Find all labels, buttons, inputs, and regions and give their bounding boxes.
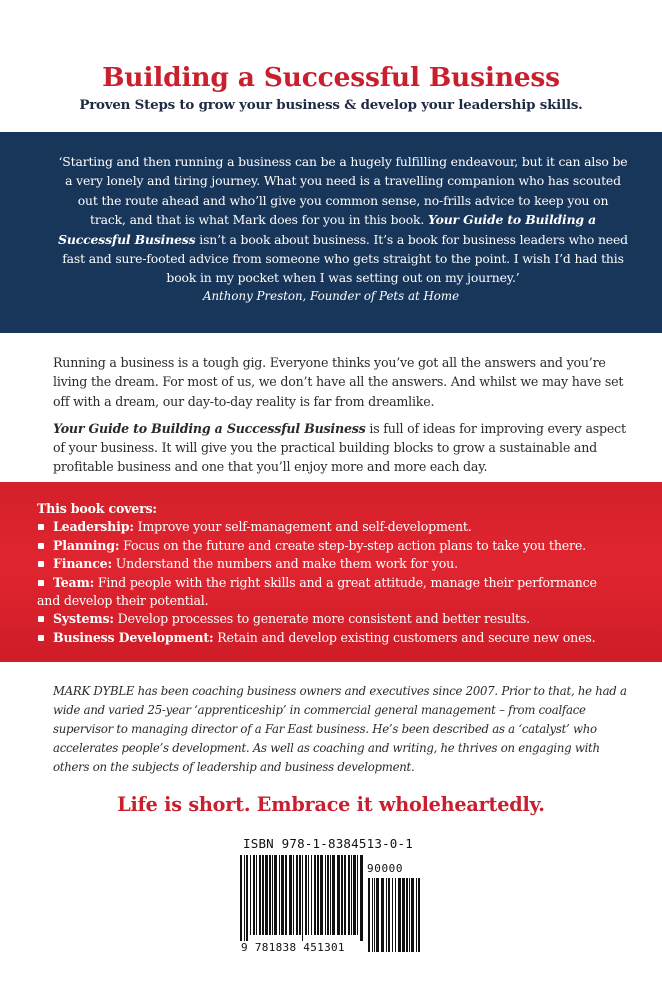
barcode-bar	[406, 878, 408, 952]
intro-text	[53, 353, 627, 485]
barcode-bar	[325, 855, 326, 935]
barcode-bar	[285, 855, 287, 935]
covers-item-team-continuation: and develop their potential.	[37, 593, 209, 609]
barcode-bar	[388, 878, 390, 952]
covers-items	[37, 518, 637, 647]
barcode-bar	[314, 855, 316, 935]
barcode-bar	[279, 855, 280, 935]
quote-part-2: isn’t a book about business. It’s a book for business leaders who need fast and sure-footed advice from someone who gets straight to the point. I wish I’d had this book in my pocket when I was setting out on my journey.’	[62, 231, 628, 286]
barcode-bar	[272, 855, 273, 935]
barcode-bar	[308, 855, 309, 935]
barcode-bar	[332, 855, 335, 935]
barcode-bar	[244, 855, 245, 941]
barcode-bar	[368, 878, 370, 952]
barcode-bar	[253, 855, 255, 935]
barcode-bar	[281, 855, 284, 935]
covers-term: Leadership:	[53, 519, 134, 535]
barcode-bar	[376, 878, 379, 952]
intro-paragraph-1: Running a business is a tough gig. Everyone thinks you’ve got all the answers and you’re living the dream. For most of us, we don’t have all the answers. And whilst we may have set off with a dream, our day-to-day reality is far from dreamlike.	[53, 355, 624, 409]
price-code-label: 90000	[367, 862, 404, 875]
covers-item-leadership	[37, 518, 637, 536]
barcode-bar	[409, 878, 410, 952]
barcode-bar	[299, 855, 301, 935]
book-title: Building a Successful Business	[102, 62, 560, 93]
covers-desc: Retain and develop existing customers and secure new ones.	[213, 629, 596, 645]
barcode-bar	[372, 878, 373, 952]
price-addon-barcode	[368, 878, 422, 958]
barcode-bar	[262, 855, 264, 935]
barcode-bar	[411, 878, 414, 952]
testimonial-quote	[58, 152, 628, 288]
covers-item-planning	[37, 537, 637, 555]
covers-item-finance	[37, 555, 637, 573]
barcode-bar	[395, 878, 396, 952]
barcode-bar	[386, 878, 387, 952]
covers-term: Team:	[53, 574, 95, 590]
barcode-bar	[374, 878, 375, 952]
covers-desc: Improve your self-management and self-development.	[133, 519, 472, 535]
covers-item-team	[37, 574, 637, 592]
covers-term: Finance:	[53, 556, 112, 572]
ean-barcode	[240, 855, 364, 941]
barcode-bar	[381, 878, 384, 952]
covers-item-systems	[37, 610, 637, 628]
barcode-bar	[289, 855, 292, 935]
barcode-bar	[402, 878, 405, 952]
barcode-bar	[330, 855, 331, 935]
quote-part-1: ‘Starting and then running a business can be a hugely fulfilling endeavour, but it can also be a very lonely and tiring journey. What you need is a travelling companion who has scouted out the route ahead and who’ll give you common sense, no-frills advice to keep you on track, and that is what Mark does for you in this book.	[58, 154, 628, 228]
book-covers-list	[37, 500, 637, 647]
testimonial-author: Anthony Preston, Founder of Pets at Home	[202, 289, 460, 303]
barcode-bar	[256, 855, 257, 935]
quote-book-title: Your Guide to Building a Successful Business	[58, 212, 596, 247]
barcode-bar	[416, 878, 417, 952]
isbn-label: ISBN 978-1-8384513-0-1	[243, 836, 413, 851]
barcode-bar	[293, 855, 294, 935]
barcode-bar	[305, 855, 307, 935]
barcode-bar	[337, 855, 340, 935]
barcode-bar	[269, 855, 271, 935]
barcode-bar	[398, 878, 401, 952]
barcode-bar	[357, 855, 358, 935]
barcode-bar	[351, 855, 352, 935]
covers-desc: Find people with the right skills and a great attitude, manage their performance	[94, 574, 597, 590]
covers-desc: Focus on the future and create step-by-step action plans to take you there.	[119, 537, 586, 553]
covers-heading: This book covers:	[37, 501, 157, 516]
intro-book-title: Your Guide to Building a Successful Business	[53, 420, 366, 436]
barcode-bar	[240, 855, 242, 941]
barcode-bar	[311, 855, 312, 935]
barcode-bar	[360, 855, 363, 941]
barcode-bar	[317, 855, 319, 935]
barcode-bar	[348, 855, 350, 935]
barcode-bar	[296, 855, 298, 935]
book-subtitle: Proven Steps to grow your business & develop your leadership skills.	[79, 97, 583, 113]
barcode-bar	[302, 855, 303, 941]
covers-item-business-development	[37, 629, 637, 647]
barcode-bar	[320, 855, 323, 935]
tagline: Life is short. Embrace it wholeheartedly.	[117, 793, 545, 816]
covers-term: Planning:	[53, 537, 120, 553]
covers-term: Business Development:	[53, 629, 214, 645]
barcode-bar	[392, 878, 393, 952]
barcode-bar	[265, 855, 268, 935]
ean-digits: 9 781838 451301	[241, 941, 345, 954]
covers-term: Systems:	[53, 611, 114, 627]
barcode-bar	[259, 855, 261, 935]
covers-desc: Develop processes to generate more consistent and better results.	[113, 611, 530, 627]
barcode-bar	[418, 878, 420, 952]
intro-paragraph-2	[53, 419, 627, 477]
barcode-bar	[250, 855, 251, 935]
intro-paragraph-2-rest: is full of ideas for improving every aspect of your business. It will give you the practical building blocks to grow a sustainable and profitable business and one that you’ll enjoy more and more each day.	[53, 420, 626, 475]
barcode-bar	[327, 855, 329, 935]
barcode-bar	[246, 855, 248, 941]
barcode-bar	[353, 855, 356, 935]
barcode-bar	[274, 855, 277, 935]
covers-desc: Understand the numbers and make them work for you.	[111, 556, 458, 572]
author-bio: MARK DYBLE has been coaching business owners and executives since 2007. Prior to that, he had a wide and varied 25-year ‘apprenticeship’ in commercial general management – from coalface supervisor to managing director of a Far East business. He’s been described as a ‘catalyst’ who accelerates people’s development. As well as coaching and writing, he thrives on engaging with others on the subjects of leadership and business development.	[53, 684, 627, 774]
barcode-bar	[344, 855, 346, 935]
barcode-bar	[341, 855, 343, 935]
